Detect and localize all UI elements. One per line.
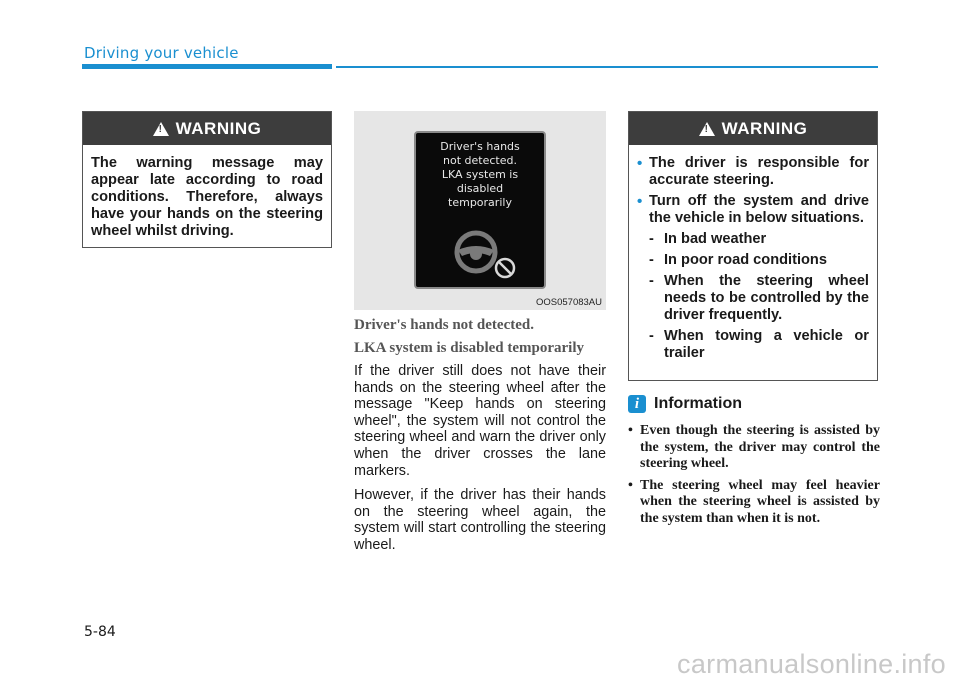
warning-triangle-icon [699,122,715,136]
paragraph: However, if the driver has their hands on the steering wheel again, the system will start controlling the steering wheel. [354,487,606,553]
header-rule-thick [82,64,332,69]
cluster-display-figure [354,111,606,310]
warning-box-left [82,111,332,248]
section-subheading: LKA system is disabled temporarily [354,340,585,356]
warning-header [629,112,877,145]
screen-line: not detected. [443,154,517,167]
screen-line: Driver's hands [440,140,520,153]
middle-column [354,316,606,562]
warning-bullet: • Turn off the system and drive the vehicle in below situations. [637,193,869,226]
condition-item: - When towing a vehicle or trailer [649,328,869,361]
watermark: carmanualsonline.info [677,649,946,679]
screen-message [416,140,544,210]
figure-code: OOS057083AU [535,297,602,308]
section-title: Driving your vehicle [84,44,239,62]
paragraph: If the driver still does not have their hands on the steering wheel after the message "Keep hands on steering wheel", the system will not control the steering wheel and warn the driver only when the driver crosses the lane markers. [354,363,606,479]
bullet-dot-icon: • [628,477,633,493]
warning-bullet: • The driver is responsible for accurate steering. [637,155,869,188]
warning-label: WARNING [721,118,808,138]
warning-box-right [628,111,878,381]
header-rule-thin [336,66,878,68]
steering-wheel-prohibited-icon [450,228,522,284]
condition-item: - In bad weather [649,231,767,247]
information-list [628,423,880,532]
bullet-dot-icon: • [637,193,643,210]
screen-line: temporarily [448,196,512,209]
list-item: • Even though the steering is assisted by the system, the driver may control the steering wheel. [628,423,880,471]
warning-content [629,145,877,376]
list-item: • The steering wheel may feel heavier when the steering wheel is assisted by the system than when it is not. [628,477,880,526]
condition-item: - When the steering wheel needs to be controlled by the driver frequently. [649,273,869,323]
cluster-screen [414,131,546,289]
information-header [628,395,742,413]
warning-label: WARNING [175,118,262,138]
screen-line: disabled [456,182,504,195]
warning-header [83,112,331,145]
screen-line: LKA system is [441,168,519,181]
warning-triangle-icon [153,122,169,136]
bullet-dot-icon: • [637,155,643,172]
information-title: Information [654,395,742,412]
section-heading: Driver's hands not detected. [354,317,534,333]
condition-item: - In poor road conditions [649,252,827,268]
info-icon: i [628,395,646,413]
warning-text: The warning message may appear late according to road conditions. Therefore, always have your hands on the steering wheel whilst driving. [91,155,323,239]
bullet-dot-icon: • [628,423,633,438]
page-number: 5-84 [84,624,116,640]
